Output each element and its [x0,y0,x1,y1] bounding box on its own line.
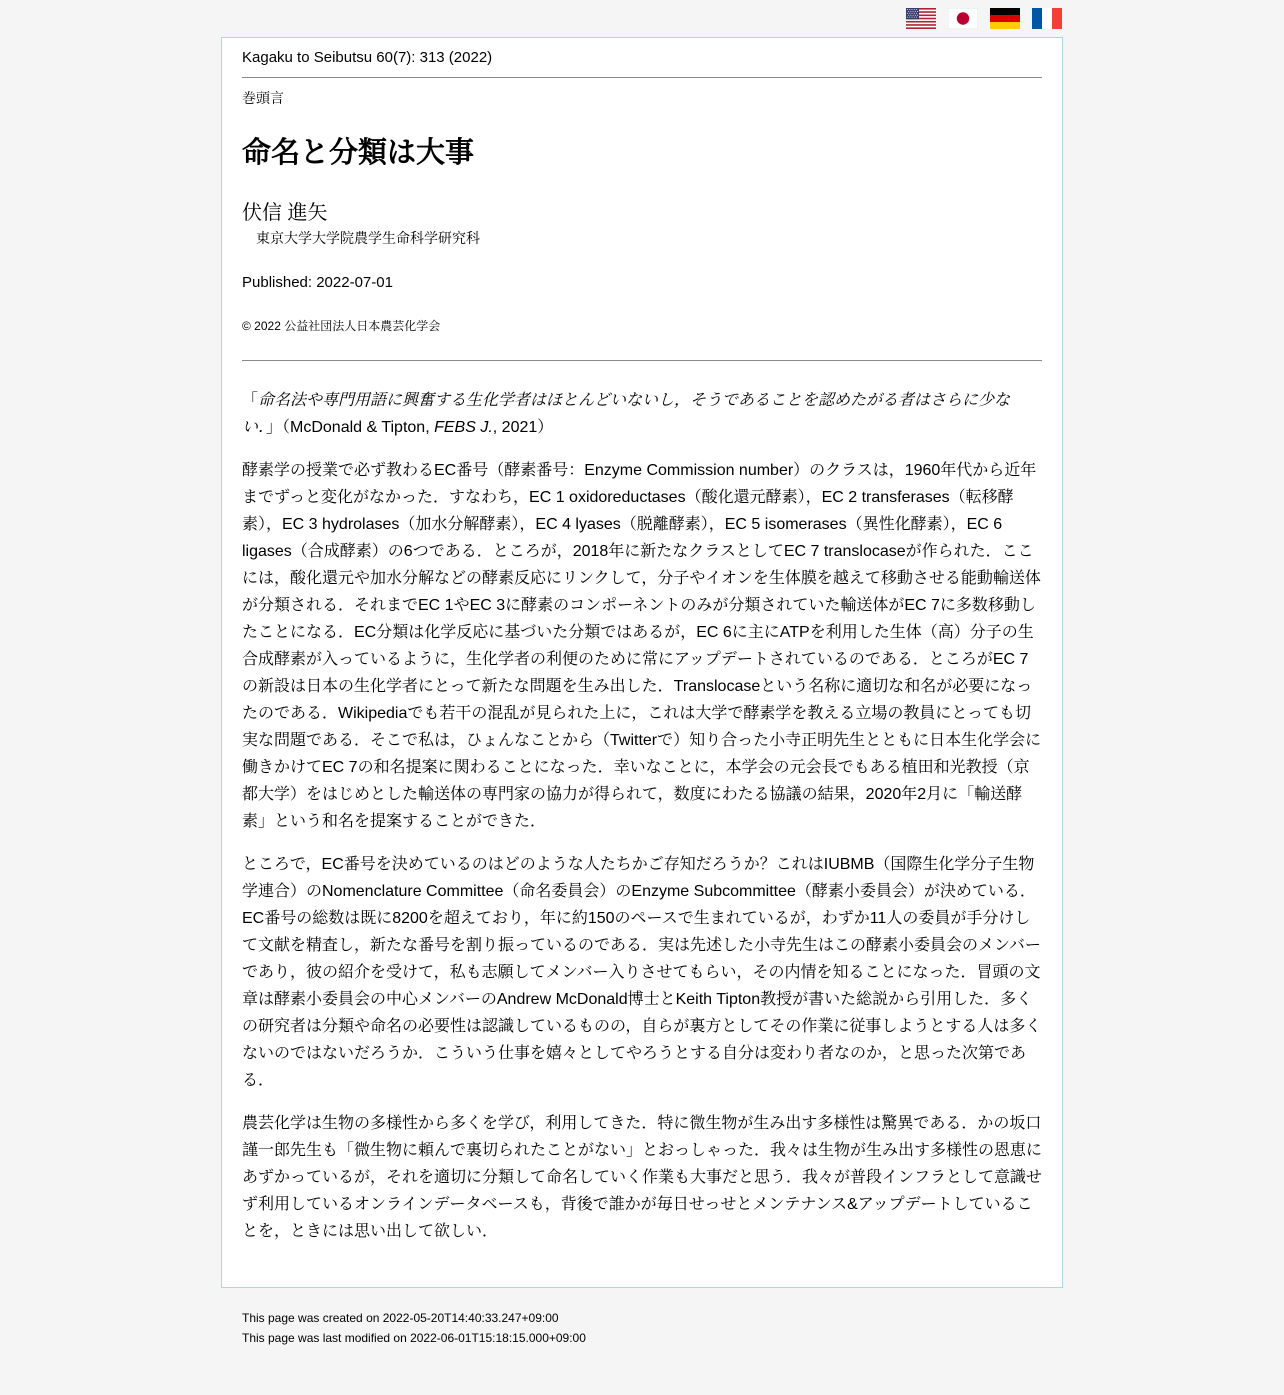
germany-flag-icon[interactable] [990,8,1020,29]
quote-year: , 2021） [492,419,554,436]
page-footer [242,1308,586,1348]
japan-flag-icon[interactable] [948,8,978,29]
article-body [242,387,1042,1245]
divider [242,360,1042,361]
paragraph: ところで，EC番号を決めているのはどのような人たちかご存知だろうか？これはIUBMB（国際生化学分子生物学連合）のNomenclature Committee（命名委員会）のEnzyme Subcommittee（酵素小委員会）が決めている．EC番号の総数は既に8200を超えており，年に約150のペースで生まれているが，わずか11人の委員が手分けして文献を精査し，新たな番号を割り振っているのである．実は先述した小寺先生はこの酵素小委員会のメンバーであり，彼の紹介を受けて，私も志願してメンバー入りさせてもらい，その内情を知ることになった．冒頭の文章は酵素小委員会の中心メンバーのAndrew McDonald博士とKeith Tipton教授が書いた総説から引用した．多くの研究者は分類や命名の必要性は認識しているものの，自らが裏方としてその作業に従事しようとする人は多くないのではないだろうか．こういう仕事を嬉々としてやろうとする自分は変わり者なのか，と思った次第である． [242,856,1042,1089]
article-panel [221,37,1063,1288]
divider [242,77,1042,78]
france-flag-icon[interactable] [1032,8,1062,29]
created-timestamp: This page was created on 2022-05-20T14:40:33.247+09:00 [242,1311,559,1325]
quote-open: 「 [242,392,259,409]
paragraph: 酵素学の授業で必ず教わるEC番号（酵素番号：Enzyme Commission number）のクラスは，1960年代から近年までずっと変化がなかった．すなわち，EC 1 oxidoreductases（酸化還元酵素），EC 2 transferases（転移酵素），EC 3 hydrolases（加水分解酵素），EC 4 lyases（脱離酵素），EC 5 isomerases（異性化酵素），EC 6 ligases（合成酵素）の6つである．ところが，2018年に新たなクラスとしてEC 7 translocaseが作られた．ここには，酸化還元や加水分解などの酵素反応にリンクして，分子やイオンを生体膜を越えて移動させる能動輸送体が分類される．それまでEC 1やEC 3に酵素のコンポーネントのみが分類されていた輸送体がEC 7に多数移動したことになる．EC分類は化学反応に基づいた分類ではあるが，EC 6に主にATPを利用した生体（高）分子の生合成酵素が入っているように，生化学者の利便のために常にアップデートされているのである．ところがEC 7の新設は日本の生化学者にとって新たな問題を生み出した．Translocaseという名称に適切な和名が必要になったのである．Wikipediaでも若干の混乱が見られた上に，これは大学で酵素学を教える立場の教員にとっても切実な問題である．そこで私は，ひょんなことから（Twitterで）知り合った小寺正明先生とともに日本生化学会に働きかけてEC 7の和名提案に関わることになった．幸いなことに，本学会の元会長でもある植田和光教授（京都大学）をはじめとした輸送体の専門家の協力が得られて，数度にわたる協議の結果，2020年2月に「輸送酵素」という和名を提案することができた． [242,462,1042,830]
quote-close: 」（McDonald & Tipton, [266,419,435,436]
author-affiliation: 東京大学大学院農学生命科学研究科 [256,230,480,246]
modified-timestamp: This page was last modified on 2022-06-01T15:18:15.000+09:00 [242,1331,586,1345]
citation: Kagaku to Seibutsu 60(7): 313 (2022) [242,49,493,66]
author-name: 伏信 進矢 [242,202,328,224]
opening-quote [242,387,1042,441]
article-title: 命名と分類は大事 [242,137,475,169]
quote-text: 命名法や専門用語に興奮する生化学者はほとんどいないし，そうであることを認めたがる者はさらに少ない． [242,392,1011,436]
published-date: Published: 2022-07-01 [242,274,393,291]
us-flag-icon[interactable] [906,8,936,29]
quote-journal: FEBS J. [434,419,493,436]
article-category: 巻頭言 [242,90,284,106]
language-selector [906,8,1062,29]
copyright-notice: © 2022 公益社団法人日本農芸化学会 [242,319,441,333]
paragraph: 農芸化学は生物の多様性から多くを学び，利用してきた．特に微生物が生み出す多様性は驚異である．かの坂口謹一郎先生も「微生物に頼んで裏切られたことがない」とおっしゃった．我々は生物が生み出す多様性の恩恵にあずかっているが，それを適切に分類して命名していく作業も大事だと思う．我々が普段インフラとして意識せず利用しているオンラインデータベースも，背後で誰かが毎日せっせとメンテナンス&アップデートしていることを，ときには思い出して欲しい． [242,1115,1043,1240]
